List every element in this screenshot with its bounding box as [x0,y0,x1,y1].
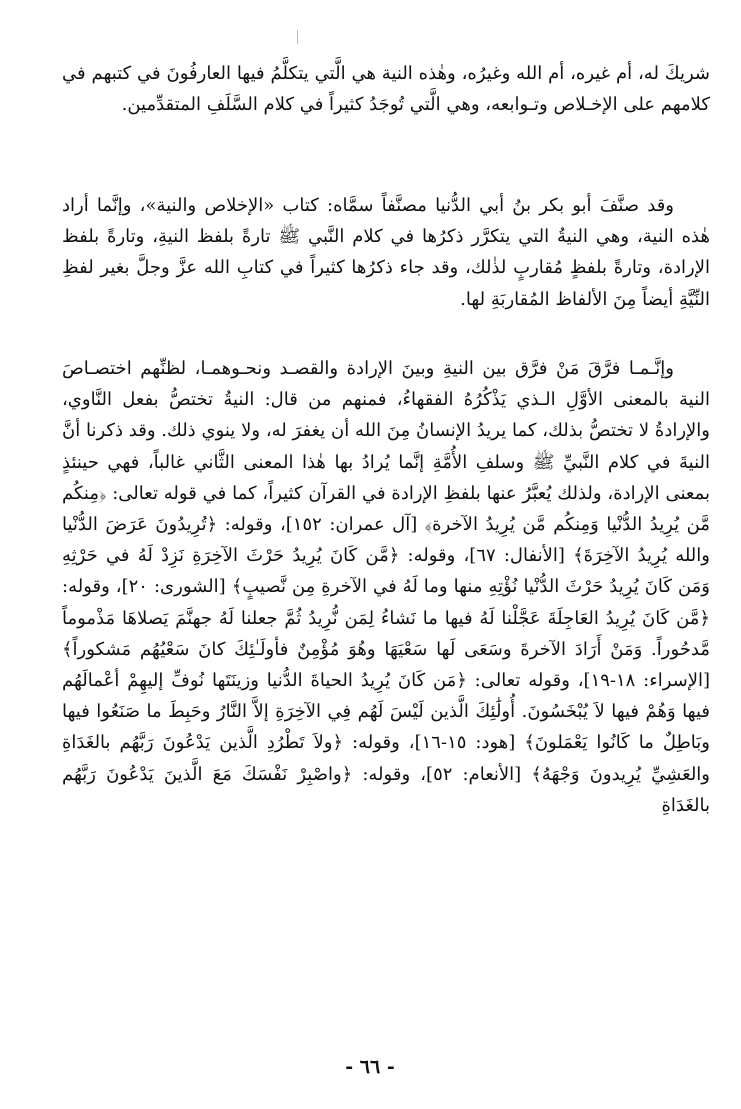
header-mark [297,30,298,44]
paragraph-continuation [62,58,710,182]
paragraph-text: وإنَّـمـا فرَّقَ مَنْ فرَّق بين النيةِ وبينَ الإرادة والقصـد ونحـوهمـا، لظنِّهم اختصـاصَ النية بالمعنى الأوَّلِ الـذي يَذْكُرُهُ الفقهاءُ، فمنهم من قال: النيةُ تختصُّ بفعل النَّاوي، والإرادةُ لا تختصُّ بذلك، كما يريدُ الإنسانُ مِنَ الله أن يغفرَ له، ولا ينوي ذلك. وقد ذكرنا أنَّ النيةَ في كلام النَّبيِّ ﷺ وسلفِ الأُمَّةِ إنَّما يُرادُ بها هٰذا المعنى الثَّاني غالباً، فهي حينئذٍ بمعنى الإرادة، ولذلك يُعبَّرُ عنها بلفظِ الإرادة في القرآن كثيراً، كما في قوله تعالى: ﴿مِنكُم مَّن يُرِيدُ الدُّنْيا وَمِنكُم مَّن يُرِيدُ الآخرة﴾ [آل عمران: ١٥٢]، وقوله: ﴿تُرِيدُونَ عَرَضَ الدُّنْيا والله يُرِيدُ الآخِرَةَ﴾ [الأنفال: ٦٧]، وقوله: ﴿مَّن كَانَ يُرِيدُ حَرْثَ الآخِرَةِ نَزِدْ لَهُ في حَرْثِهِ وَمَن كَانَ يُرِيدُ حَرْثَ الدُّنْيا نُؤْتِهِ منها وما لَهُ في الآخرةِ مِن نَّصيبٍ﴾ [الشورى: ٢٠]، وقوله: ﴿مَّن كَانَ يُرِيدُ العَاجِلَةَ عَجَّلْنا لَهُ فيها ما نَشاءُ لِمَن نُّرِيدُ ثُمَّ جعلنا لَهُ جهنَّمَ يَصلاهَا مَذْموماً مَّدحُوراً. وَمَنْ أَرَادَ الآخرةَ وسَعَى لَها سَعْيَهَا وهُوَ مُؤْمِنٌ فأولَـٰئِكَ كانَ سَعْيُهُم مَشكوراً﴾ [الإسراء: ١٨-١٩]، وقوله تعالى: ﴿مَن كَانَ يُرِيدُ الحياةَ الدُّنيا وزينَتَها نُوفِّ إليهِمْ أعْمالَهُم فيها وَهُمْ فيها لاَ يُبْخَسُونَ. أُولَٰئِكَ الَّذين لَيْسَ لَهُم فِي الآخِرَةِ إلاَّ النَّارُ وحَبِطَ ما صَنَعُوا فيها وبَاطِلٌ ما كَانُوا يَعْمَلونَ﴾ [هود: ١٥-١٦]، وقوله: ﴿ولاَ تَطْرُدِ الَّذين يَدْعُونَ رَبَّهُم بالغَدَاةِ والعَشِيِّ يُرِيدونَ وَجْهَهُ﴾ [الأنعام: ٥٢]، وقوله: ﴿واصْبِرْ نَفْسَكَ مَعَ الَّذينَ يَدْعُونَ رَبَّهُم بالغَدَاةِ [62,358,711,816]
page-number: - ٦٦ - [345,1056,395,1078]
paragraph-text: وقد صنَّفَ أبو بكر بنُ أبي الدُّنيا مصنَّفاً سمَّاه: كتاب «الإخلاص والنية»، وإنَّما أراد هٰذه النية، وهي النيةُ التي يتكرَّر ذكرُها في كلام النَّبي ﷺ تارةً بلفظ النيةِ، وتارةً بلفظ الإرادة، وتارةً بلفظٍ مُقاربٍ لذٰلك، وقد جاء ذكرُها كثيراً في كتابِ الله عزَّ وجلَّ بغير لفظِ النِّيَّةِ أيضاً مِنَ الألفاظ المُقاربَةِ لها. [62,195,710,310]
paragraph-ikhlas-book [62,190,710,345]
paragraph-text: شريكَ له، أم غيره، أم الله وغيرُه، وهٰذه النية هي الَّتي يتكلَّمُ فيها العارفُونَ في كتبهم في كلامهم على الإخـلاص وتـوابعه، وهي الَّتي تُوجَدُ كثيراً في كلام السَّلَفِ المتقدِّمين. [62,63,710,116]
paragraph-niyyah-irada [62,353,710,1075]
